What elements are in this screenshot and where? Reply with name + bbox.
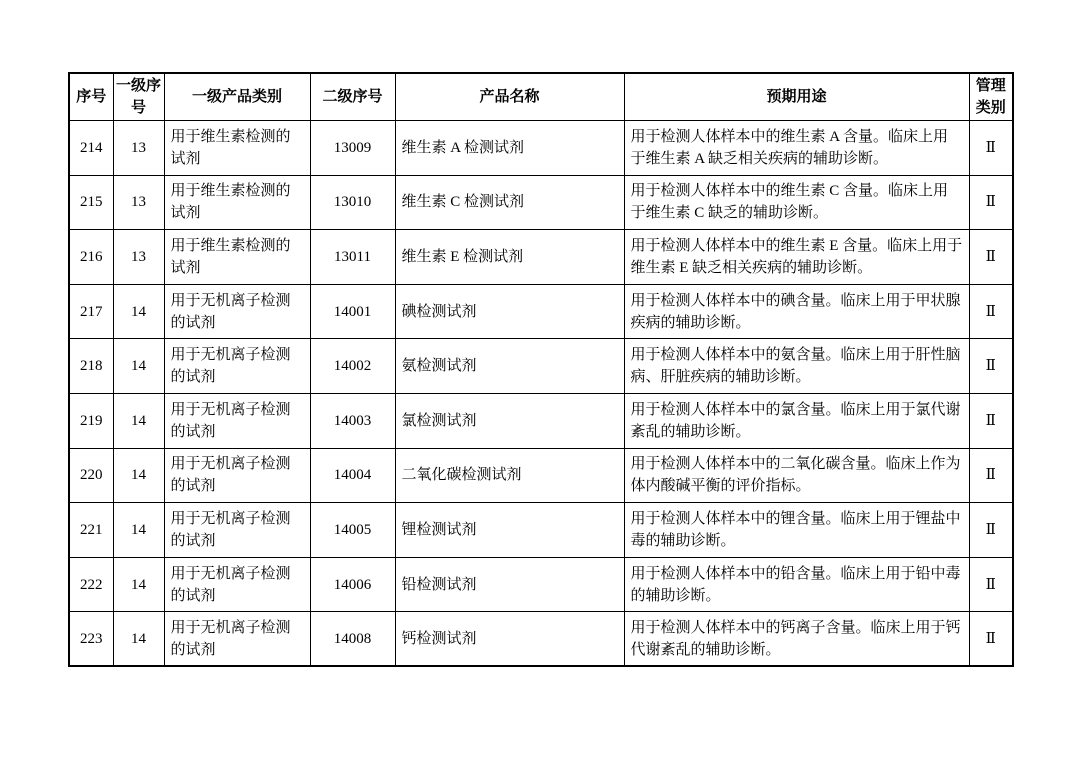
cell-mgmt-class: Ⅱ [969, 393, 1013, 448]
cell-level2-no: 14005 [310, 503, 395, 558]
column-header-seq: 序号 [69, 73, 113, 121]
column-header-level1-no: 一级序号 [113, 73, 164, 121]
cell-level2-no: 14004 [310, 448, 395, 503]
cell-seq: 221 [69, 503, 113, 558]
cell-level2-no: 14002 [310, 339, 395, 394]
cell-seq: 223 [69, 612, 113, 667]
table-row [69, 557, 1013, 612]
cell-level1-no: 14 [113, 393, 164, 448]
cell-level1-no: 14 [113, 557, 164, 612]
cell-product-name: 维生素 E 检测试剂 [395, 230, 624, 285]
cell-mgmt-class: Ⅱ [969, 339, 1013, 394]
cell-intended-use: 用于检测人体样本中的碘含量。临床上用于甲状腺疾病的辅助诊断。 [624, 284, 969, 339]
cell-level2-no: 14003 [310, 393, 395, 448]
cell-category: 用于维生素检测的试剂 [164, 121, 310, 176]
cell-seq: 220 [69, 448, 113, 503]
cell-product-name: 维生素 C 检测试剂 [395, 175, 624, 230]
table-row [69, 503, 1013, 558]
cell-seq: 216 [69, 230, 113, 285]
cell-category: 用于无机离子检测的试剂 [164, 503, 310, 558]
cell-mgmt-class: Ⅱ [969, 557, 1013, 612]
cell-level1-no: 14 [113, 612, 164, 667]
cell-seq: 215 [69, 175, 113, 230]
cell-level1-no: 13 [113, 175, 164, 230]
column-header-product-name: 产品名称 [395, 73, 624, 121]
cell-category: 用于无机离子检测的试剂 [164, 284, 310, 339]
cell-category: 用于无机离子检测的试剂 [164, 448, 310, 503]
table-body [69, 121, 1013, 667]
cell-category: 用于无机离子检测的试剂 [164, 393, 310, 448]
cell-category: 用于无机离子检测的试剂 [164, 339, 310, 394]
cell-intended-use: 用于检测人体样本中的铅含量。临床上用于铅中毒的辅助诊断。 [624, 557, 969, 612]
cell-product-name: 锂检测试剂 [395, 503, 624, 558]
cell-seq: 222 [69, 557, 113, 612]
cell-product-name: 碘检测试剂 [395, 284, 624, 339]
cell-product-name: 氯检测试剂 [395, 393, 624, 448]
cell-intended-use: 用于检测人体样本中的二氧化碳含量。临床上作为体内酸碱平衡的评价指标。 [624, 448, 969, 503]
column-header-category: 一级产品类别 [164, 73, 310, 121]
column-header-level2-no: 二级序号 [310, 73, 395, 121]
cell-intended-use: 用于检测人体样本中的氨含量。临床上用于肝性脑病、肝脏疾病的辅助诊断。 [624, 339, 969, 394]
cell-product-name: 钙检测试剂 [395, 612, 624, 667]
cell-intended-use: 用于检测人体样本中的维生素 E 含量。临床上用于维生素 E 缺乏相关疾病的辅助诊断。 [624, 230, 969, 285]
cell-category: 用于无机离子检测的试剂 [164, 612, 310, 667]
cell-intended-use: 用于检测人体样本中的氯含量。临床上用于氯代谢紊乱的辅助诊断。 [624, 393, 969, 448]
cell-category: 用于维生素检测的试剂 [164, 175, 310, 230]
cell-level2-no: 14006 [310, 557, 395, 612]
cell-product-name: 铅检测试剂 [395, 557, 624, 612]
table-row [69, 284, 1013, 339]
cell-level1-no: 14 [113, 284, 164, 339]
cell-mgmt-class: Ⅱ [969, 612, 1013, 667]
cell-seq: 214 [69, 121, 113, 176]
cell-level1-no: 14 [113, 339, 164, 394]
cell-level1-no: 14 [113, 503, 164, 558]
cell-level2-no: 14008 [310, 612, 395, 667]
table-row [69, 230, 1013, 285]
cell-intended-use: 用于检测人体样本中的维生素 A 含量。临床上用于维生素 A 缺乏相关疾病的辅助诊断。 [624, 121, 969, 176]
cell-level2-no: 13011 [310, 230, 395, 285]
product-classification-table [68, 72, 1014, 667]
cell-intended-use: 用于检测人体样本中的维生素 C 含量。临床上用于维生素 C 缺乏的辅助诊断。 [624, 175, 969, 230]
cell-product-name: 维生素 A 检测试剂 [395, 121, 624, 176]
cell-mgmt-class: Ⅱ [969, 175, 1013, 230]
cell-mgmt-class: Ⅱ [969, 284, 1013, 339]
cell-level1-no: 13 [113, 121, 164, 176]
table-row [69, 393, 1013, 448]
table-row [69, 448, 1013, 503]
table-row [69, 175, 1013, 230]
cell-product-name: 氨检测试剂 [395, 339, 624, 394]
table-row [69, 121, 1013, 176]
cell-seq: 219 [69, 393, 113, 448]
cell-seq: 217 [69, 284, 113, 339]
cell-level2-no: 13010 [310, 175, 395, 230]
column-header-intended-use: 预期用途 [624, 73, 969, 121]
cell-level2-no: 14001 [310, 284, 395, 339]
cell-mgmt-class: Ⅱ [969, 448, 1013, 503]
cell-intended-use: 用于检测人体样本中的锂含量。临床上用于锂盐中毒的辅助诊断。 [624, 503, 969, 558]
table-row [69, 339, 1013, 394]
cell-category: 用于无机离子检测的试剂 [164, 557, 310, 612]
cell-mgmt-class: Ⅱ [969, 503, 1013, 558]
column-header-mgmt-class: 管理类别 [969, 73, 1013, 121]
cell-seq: 218 [69, 339, 113, 394]
cell-product-name: 二氧化碳检测试剂 [395, 448, 624, 503]
cell-mgmt-class: Ⅱ [969, 230, 1013, 285]
cell-mgmt-class: Ⅱ [969, 121, 1013, 176]
cell-level2-no: 13009 [310, 121, 395, 176]
cell-level1-no: 13 [113, 230, 164, 285]
cell-level1-no: 14 [113, 448, 164, 503]
header-row [69, 73, 1013, 121]
cell-category: 用于维生素检测的试剂 [164, 230, 310, 285]
cell-intended-use: 用于检测人体样本中的钙离子含量。临床上用于钙代谢紊乱的辅助诊断。 [624, 612, 969, 667]
table-row [69, 612, 1013, 667]
